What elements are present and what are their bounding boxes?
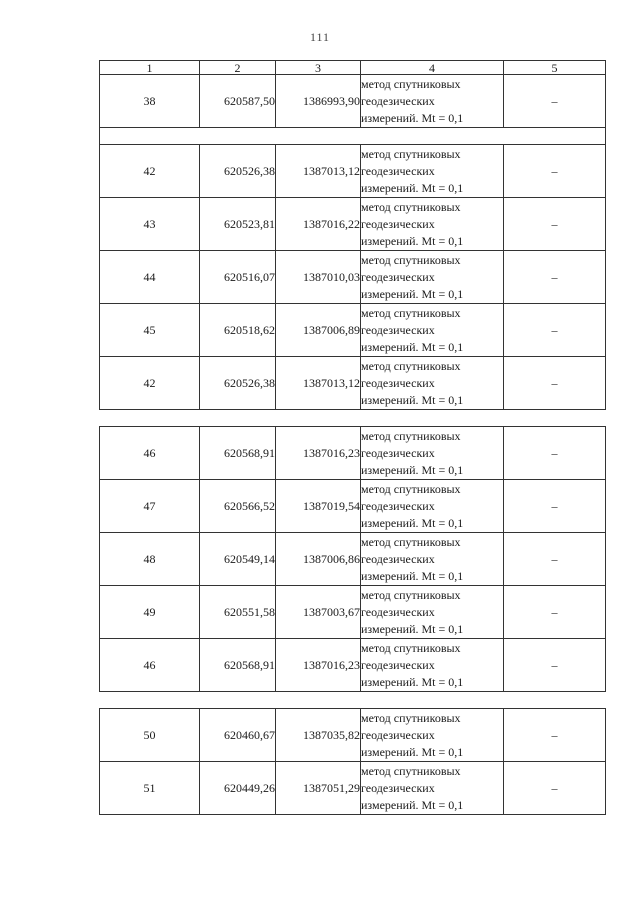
method-line: метод спутниковых xyxy=(361,428,461,443)
point-number-cell: 47 xyxy=(100,480,200,533)
note-cell: – xyxy=(504,427,606,480)
point-number-cell: 51 xyxy=(100,762,200,815)
block-separator xyxy=(100,692,606,709)
y-coordinate-cell: 1387051,29 xyxy=(276,762,361,815)
x-coordinate-cell: 620516,07 xyxy=(200,251,276,304)
method-line: геодезических xyxy=(361,216,435,231)
method-cell xyxy=(361,427,504,480)
table-row xyxy=(100,145,606,198)
separator-cell xyxy=(100,128,606,145)
table-body xyxy=(100,75,606,815)
table-row xyxy=(100,357,606,410)
method-line: измерений. Mt = 0,1 xyxy=(361,797,464,812)
method-line: измерений. Mt = 0,1 xyxy=(361,674,464,689)
coordinates-table xyxy=(99,60,606,815)
note-cell: – xyxy=(504,533,606,586)
column-header: 3 xyxy=(276,61,361,75)
method-cell xyxy=(361,762,504,815)
method-cell xyxy=(361,639,504,692)
method-line: метод спутниковых xyxy=(361,710,461,725)
method-line: геодезических xyxy=(361,604,435,619)
method-line: измерений. Mt = 0,1 xyxy=(361,462,464,477)
method-cell xyxy=(361,75,504,128)
x-coordinate-cell: 620449,26 xyxy=(200,762,276,815)
method-line: геодезических xyxy=(361,780,435,795)
table-row xyxy=(100,639,606,692)
point-number-cell: 43 xyxy=(100,198,200,251)
method-line: измерений. Mt = 0,1 xyxy=(361,392,464,407)
y-coordinate-cell: 1387019,54 xyxy=(276,480,361,533)
note-cell: – xyxy=(504,198,606,251)
table-row xyxy=(100,304,606,357)
method-line: геодезических xyxy=(361,445,435,460)
method-line: геодезических xyxy=(361,375,435,390)
point-number-cell: 50 xyxy=(100,709,200,762)
column-header: 4 xyxy=(361,61,504,75)
note-cell: – xyxy=(504,762,606,815)
point-number-cell: 46 xyxy=(100,639,200,692)
method-line: измерений. Mt = 0,1 xyxy=(361,233,464,248)
point-number-cell: 44 xyxy=(100,251,200,304)
y-coordinate-cell: 1387013,12 xyxy=(276,357,361,410)
method-line: измерений. Mt = 0,1 xyxy=(361,515,464,530)
column-header: 5 xyxy=(504,61,606,75)
column-header: 2 xyxy=(200,61,276,75)
x-coordinate-cell: 620526,38 xyxy=(200,357,276,410)
method-line: геодезических xyxy=(361,657,435,672)
x-coordinate-cell: 620551,58 xyxy=(200,586,276,639)
method-line: метод спутниковых xyxy=(361,481,461,496)
x-coordinate-cell: 620566,52 xyxy=(200,480,276,533)
header-row xyxy=(100,61,606,75)
point-number-cell: 38 xyxy=(100,75,200,128)
method-line: измерений. Mt = 0,1 xyxy=(361,286,464,301)
method-cell xyxy=(361,533,504,586)
method-cell xyxy=(361,198,504,251)
table-row xyxy=(100,427,606,480)
x-coordinate-cell: 620523,81 xyxy=(200,198,276,251)
column-header: 1 xyxy=(100,61,200,75)
y-coordinate-cell: 1387016,23 xyxy=(276,427,361,480)
point-number-cell: 45 xyxy=(100,304,200,357)
point-number-cell: 49 xyxy=(100,586,200,639)
method-line: метод спутниковых xyxy=(361,640,461,655)
method-line: метод спутниковых xyxy=(361,76,461,91)
table-row xyxy=(100,709,606,762)
table-row xyxy=(100,533,606,586)
method-line: геодезических xyxy=(361,727,435,742)
note-cell: – xyxy=(504,304,606,357)
y-coordinate-cell: 1387003,67 xyxy=(276,586,361,639)
method-line: метод спутниковых xyxy=(361,199,461,214)
method-line: геодезических xyxy=(361,498,435,513)
note-cell: – xyxy=(504,75,606,128)
method-line: измерений. Mt = 0,1 xyxy=(361,568,464,583)
x-coordinate-cell: 620587,50 xyxy=(200,75,276,128)
method-cell xyxy=(361,251,504,304)
page-number: 111 xyxy=(309,30,331,44)
x-coordinate-cell: 620568,91 xyxy=(200,427,276,480)
table-row xyxy=(100,198,606,251)
point-number-cell: 42 xyxy=(100,357,200,410)
x-coordinate-cell: 620568,91 xyxy=(200,639,276,692)
method-cell xyxy=(361,145,504,198)
y-coordinate-cell: 1386993,90 xyxy=(276,75,361,128)
method-line: метод спутниковых xyxy=(361,252,461,267)
note-cell: – xyxy=(504,586,606,639)
method-line: геодезических xyxy=(361,551,435,566)
method-line: геодезических xyxy=(361,322,435,337)
x-coordinate-cell: 620549,14 xyxy=(200,533,276,586)
table-row xyxy=(100,251,606,304)
table-row xyxy=(100,75,606,128)
y-coordinate-cell: 1387013,12 xyxy=(276,145,361,198)
x-coordinate-cell: 620526,38 xyxy=(200,145,276,198)
method-cell xyxy=(361,480,504,533)
note-cell: – xyxy=(504,357,606,410)
x-coordinate-cell: 620460,67 xyxy=(200,709,276,762)
method-line: геодезических xyxy=(361,163,435,178)
method-line: измерений. Mt = 0,1 xyxy=(361,744,464,759)
method-line: метод спутниковых xyxy=(361,534,461,549)
point-number-cell: 48 xyxy=(100,533,200,586)
method-cell xyxy=(361,357,504,410)
method-line: измерений. Mt = 0,1 xyxy=(361,180,464,195)
table-row xyxy=(100,586,606,639)
note-cell: – xyxy=(504,480,606,533)
separator-cell xyxy=(100,692,606,709)
method-line: измерений. Mt = 0,1 xyxy=(361,339,464,354)
note-cell: – xyxy=(504,145,606,198)
y-coordinate-cell: 1387035,82 xyxy=(276,709,361,762)
method-line: метод спутниковых xyxy=(361,763,461,778)
y-coordinate-cell: 1387016,22 xyxy=(276,198,361,251)
point-number-cell: 42 xyxy=(100,145,200,198)
method-line: геодезических xyxy=(361,269,435,284)
method-cell xyxy=(361,304,504,357)
separator-cell xyxy=(100,410,606,427)
y-coordinate-cell: 1387006,89 xyxy=(276,304,361,357)
method-line: метод спутниковых xyxy=(361,305,461,320)
method-cell xyxy=(361,709,504,762)
note-cell: – xyxy=(504,639,606,692)
note-cell: – xyxy=(504,709,606,762)
note-cell: – xyxy=(504,251,606,304)
x-coordinate-cell: 620518,62 xyxy=(200,304,276,357)
y-coordinate-cell: 1387006,86 xyxy=(276,533,361,586)
method-line: метод спутниковых xyxy=(361,358,461,373)
method-cell xyxy=(361,586,504,639)
table-row xyxy=(100,480,606,533)
y-coordinate-cell: 1387016,23 xyxy=(276,639,361,692)
method-line: метод спутниковых xyxy=(361,587,461,602)
block-separator xyxy=(100,410,606,427)
method-line: измерений. Mt = 0,1 xyxy=(361,110,464,125)
method-line: измерений. Mt = 0,1 xyxy=(361,621,464,636)
method-line: метод спутниковых xyxy=(361,146,461,161)
point-number-cell: 46 xyxy=(100,427,200,480)
block-separator xyxy=(100,128,606,145)
method-line: геодезических xyxy=(361,93,435,108)
y-coordinate-cell: 1387010,03 xyxy=(276,251,361,304)
table-row xyxy=(100,762,606,815)
